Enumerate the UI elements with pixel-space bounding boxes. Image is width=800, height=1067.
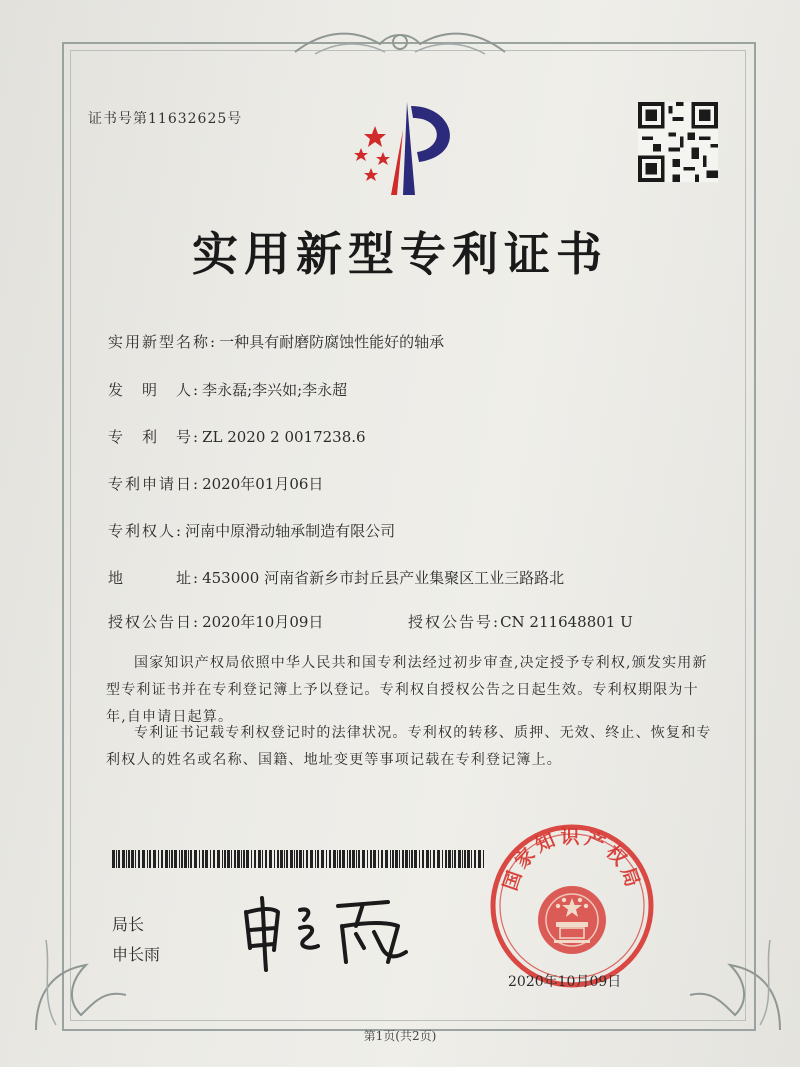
seal-text: 国家知识产权局 xyxy=(499,826,645,894)
signatory-title: 局长 xyxy=(112,915,145,934)
barcode xyxy=(112,850,484,868)
grant-announcement-date-value: 2020年10月09日 xyxy=(202,613,324,631)
national-emblem xyxy=(538,886,606,954)
application-date-row xyxy=(108,473,323,494)
application-date-label: 专利申请日: xyxy=(108,475,201,493)
bottom-left-ornament xyxy=(26,920,136,1040)
handwritten-signature xyxy=(238,890,438,975)
patent-number-value: ZL 2020 2 0017238.6 xyxy=(202,428,366,446)
patent-number-label: 专 利 号: xyxy=(108,428,201,446)
certificate-title: 实用新型专利证书 xyxy=(192,227,608,281)
utility-model-name-value: 一种具有耐磨防腐蚀性能好的轴承 xyxy=(219,333,445,351)
address-value: 453000 河南省新乡市封丘县产业集聚区工业三路路北 xyxy=(202,569,565,587)
utility-model-name-row xyxy=(108,331,444,352)
inventor-row xyxy=(108,379,347,400)
grant-announcement-date-row xyxy=(108,611,323,632)
address-row xyxy=(108,567,564,588)
qr-code xyxy=(638,102,718,182)
patentee-row xyxy=(108,520,395,541)
address-label: 地 址: xyxy=(108,569,201,587)
grant-announcement-number-label: 授权公告号: xyxy=(408,613,501,631)
grant-announcement-number-row xyxy=(408,611,633,632)
application-date-value: 2020年01月06日 xyxy=(202,475,324,493)
certificate-number: 证书号第11632625号 xyxy=(88,111,243,127)
patent-number-row xyxy=(108,426,366,447)
seal-date: 2020年10月09日 xyxy=(508,974,622,990)
official-seal xyxy=(488,822,656,990)
svg-text:国家知识产权局 xyxy=(499,825,644,893)
page-footer: 第1页(共2页) xyxy=(363,1029,437,1043)
patentee-value: 河南中原滑动轴承制造有限公司 xyxy=(185,522,396,540)
utility-model-name-label: 实用新型名称: xyxy=(108,333,218,351)
signatory-name: 申长雨 xyxy=(112,945,161,964)
grant-statement-paragraph: 国家知识产权局依照中华人民共和国专利法经过初步审查,决定授予专利权,颁发实用新型专利证书并在专利登记簿上予以登记。专利权自授权公告之日起生效。专利权期限为十年,自申请日起算。 xyxy=(106,655,708,725)
grant-announcement-date-label: 授权公告日: xyxy=(108,613,201,631)
patentee-label: 专利权人: xyxy=(108,522,184,540)
top-ornament xyxy=(285,24,515,64)
legal-status-paragraph: 专利证书记载专利权登记时的法律状况。专利权的转移、质押、无效、终止、恢复和专利权人的姓名或名称、国籍、地址变更等事项记载在专利登记簿上。 xyxy=(106,725,712,768)
inventor-label: 发 明 人: xyxy=(108,381,201,399)
grant-announcement-number-value: CN 211648801 U xyxy=(500,613,633,631)
bottom-right-ornament xyxy=(680,920,790,1040)
inventor-value: 李永磊;李兴如;李永超 xyxy=(202,381,348,399)
patent-office-logo xyxy=(345,100,470,200)
